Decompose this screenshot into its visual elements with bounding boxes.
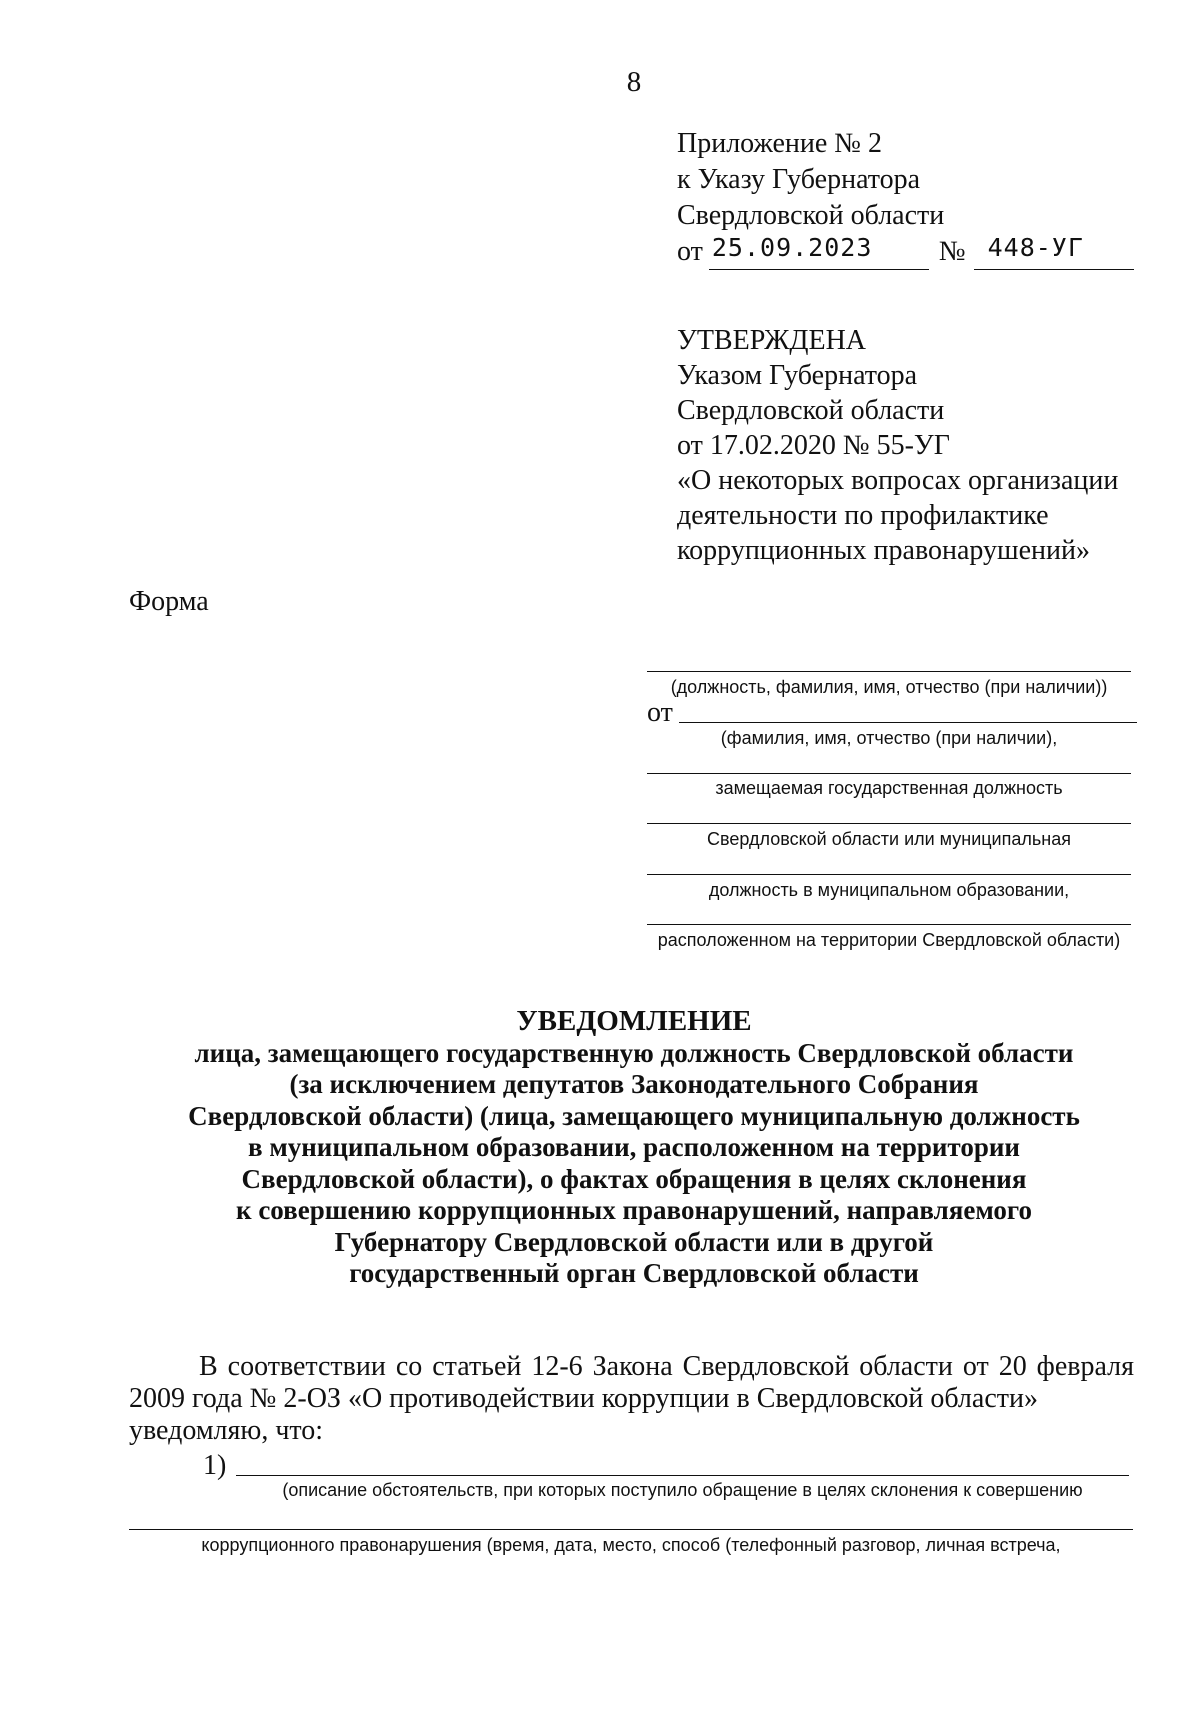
item-fill-line [129, 1529, 1133, 1530]
notice-title-line: Губернатору Свердловской области или в другой [334, 1226, 934, 1257]
approved-line: Свердловской области [677, 395, 945, 426]
addressee-line [647, 823, 1131, 824]
appendix-date-line [677, 234, 1134, 270]
addressee-line [647, 671, 1131, 672]
notice-heading: УВЕДОМЛЕНИЕ [516, 1005, 752, 1037]
from-label: от [647, 697, 673, 728]
notice-title-line: к совершению коррупционных правонарушений, направляемого [236, 1195, 1032, 1225]
appendix-line: к Указу Губернатора [677, 164, 921, 195]
addressee-caption: замещаемая государственная должность [715, 778, 1063, 798]
approved-block [677, 323, 1118, 568]
notice-title-line: (за исключением депутатов Законодательного Собрания [289, 1069, 979, 1099]
notice-title [0, 1006, 1200, 1290]
approved-line: коррупционных правонарушений» [677, 535, 1090, 566]
addressee-line [647, 874, 1131, 875]
number-value: 448-УГ [987, 233, 1084, 262]
addressee-line [679, 722, 1137, 723]
notice-title-line: государственный орган Свердловской области [349, 1258, 919, 1288]
date-field [709, 233, 929, 270]
date-prefix: от [677, 236, 703, 267]
approved-line: «О некоторых вопросах организации [677, 465, 1119, 496]
notice-title-line: Свердловской области), о фактах обращения в целях склонения [241, 1163, 1027, 1194]
addressee-caption: должность в муниципальном образовании, [708, 880, 1070, 900]
item-number: 1) [203, 1450, 227, 1481]
item-caption: коррупционного правонарушения (время, дата, место, способ (телефонный разговор, личная встреча, [201, 1535, 1061, 1555]
appendix-line: Свердловской области [677, 200, 945, 231]
body-paragraph-end: уведомляю, что: [129, 1415, 324, 1446]
addressee-caption: Свердловской области или муниципальная [707, 829, 1071, 849]
item-fill-line [236, 1475, 1129, 1476]
number-field [974, 233, 1134, 270]
body-paragraph: В соответствии со статьей 12-6 Закона Свердловской области от 20 февраля 2009 года № 2-ОЗ «О противодействии коррупции в Свердловской области» [129, 1351, 1134, 1414]
notice-title-line: в муниципальном образовании, расположенном на территории [248, 1132, 1020, 1162]
form-label: Форма [129, 586, 209, 617]
page-number: 8 [626, 66, 642, 98]
approved-line: деятельности по профилактике [677, 500, 1049, 531]
approved-line: Указом Губернатора [677, 360, 918, 391]
addressee-caption: расположенном на территории Свердловской области) [657, 930, 1121, 950]
addressee-caption: (фамилия, имя, отчество (при наличии), [720, 728, 1058, 748]
notice-title-line: лица, замещающего государственную должность Свердловской области [194, 1037, 1074, 1068]
addressee-line [647, 924, 1131, 925]
notice-title-line: Свердловской области) (лица, замещающего муниципальную должность [188, 1100, 1080, 1131]
addressee-caption: (должность, фамилия, имя, отчество (при наличии)) [670, 677, 1108, 697]
item-caption: (описание обстоятельств, при которых поступило обращение в целях склонения к совершению [282, 1480, 1083, 1500]
appendix-block [677, 126, 1134, 270]
date-value: 25.09.2023 [711, 233, 873, 262]
approved-line: от 17.02.2020 № 55-УГ [677, 430, 950, 461]
addressee-line [647, 773, 1131, 774]
approved-heading: УТВЕРЖДЕНА [677, 325, 867, 356]
appendix-line: Приложение № 2 [677, 128, 882, 159]
number-prefix: № [938, 236, 966, 267]
